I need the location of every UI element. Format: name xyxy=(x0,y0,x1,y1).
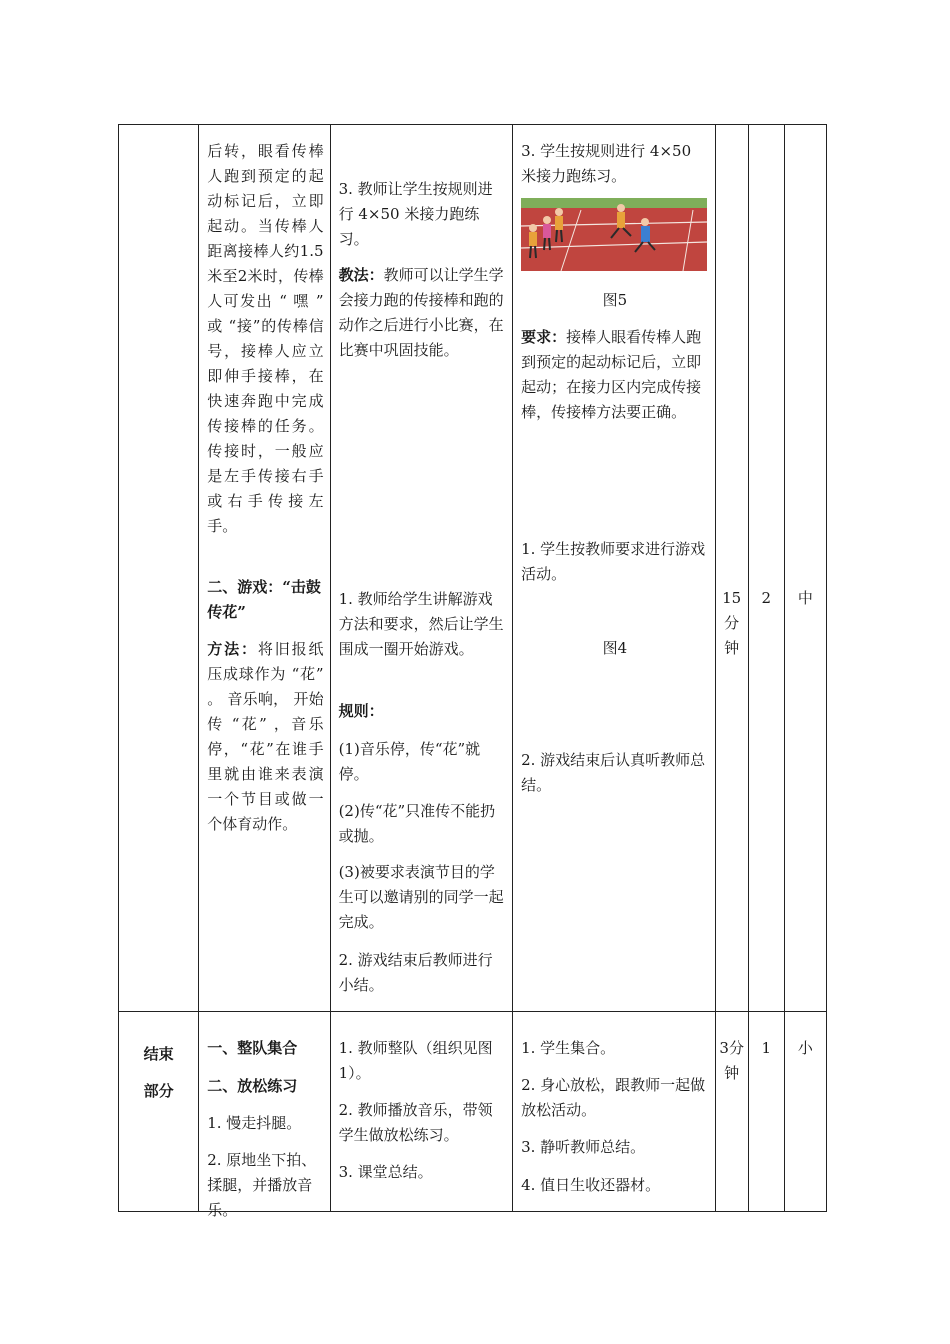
time-cell xyxy=(715,125,748,1012)
student-activity-cell xyxy=(513,125,716,1012)
teacher-game-explain: 1. 教师给学生讲解游戏方法和要求，然后让学生围成一圈开始游戏。 xyxy=(338,590,504,658)
table-row-ending xyxy=(119,1012,827,1212)
time-cell-ending xyxy=(715,1012,748,1212)
game-method xyxy=(207,637,323,837)
ending-relax-2: 2. 原地坐下拍、揉腿，并播放音乐。 xyxy=(207,1151,317,1219)
intensity-value: 中 xyxy=(797,589,813,607)
requirement-label: 要求： xyxy=(521,328,567,346)
times-cell-ending xyxy=(748,1012,784,1212)
teacher-activity-cell-ending xyxy=(330,1012,513,1212)
student-relay-practice: 3. 学生按规则进行 4×50 米接力跑练习。 xyxy=(521,142,692,185)
time-value: 15分钟 xyxy=(722,589,742,657)
intensity-cell xyxy=(784,125,826,1012)
ending-relax-title: 二、放松练习 xyxy=(207,1077,298,1095)
method-text: 将旧报纸压成球作为 “花” 。 音乐响， 开始传 “花” ，音乐停，“花”在谁手里就由谁来表演一个节目或做一个体育动作。 xyxy=(207,640,324,833)
ending-student-1: 1. 学生集合。 xyxy=(521,1039,616,1057)
relay-description: 后转，眼看传棒人跑到预定的起动标记后，立即起动。当传棒人距离接棒人约1.5米至2米时，传棒人可发出 “ 嘿 ” 或 “接”的传棒信号，接棒人应立即伸手接棒，在快速奔跑中完成传接棒的任务。传接时，一般应是左手传接右手或右手传接左手。 xyxy=(207,142,324,535)
figure-4-caption: 图4 xyxy=(602,639,628,657)
ending-part-label: 结束部分 xyxy=(143,1045,174,1100)
part-cell-empty xyxy=(119,125,199,1012)
teacher-relay-instruction: 3. 教师让学生按规则进行 4×50 米接力跑练习。 xyxy=(338,180,493,248)
teaching-method-text: 教师可以让学生学会接力跑的传接棒和跑的动作之后进行小比赛，在比赛中巩固技能。 xyxy=(338,266,504,359)
teaching-method xyxy=(339,263,507,363)
rule-2: (2)传“花”只准传不能扔或抛。 xyxy=(338,802,496,845)
rule-3: (3)被要求表演节目的学生可以邀请别的同学一起完成。 xyxy=(338,863,504,931)
student-game-activity: 1. 学生按教师要求进行游戏活动。 xyxy=(521,540,706,583)
ending-student-2: 2. 身心放松，跟教师一起做放松活动。 xyxy=(521,1076,706,1119)
rule-1: (1)音乐停，传“花”就停。 xyxy=(338,740,481,783)
student-requirement xyxy=(521,325,709,425)
ending-time-value: 3分钟 xyxy=(719,1039,744,1082)
content-cell-ending xyxy=(199,1012,330,1219)
ending-teacher-2: 2. 教师播放音乐，带领学生做放松练习。 xyxy=(338,1101,493,1144)
ending-teacher-1: 1. 教师整队（组织见图1）。 xyxy=(338,1039,493,1082)
student-activity-cell-ending xyxy=(513,1012,716,1212)
ending-student-4: 4. 值日生收还器材。 xyxy=(521,1176,661,1194)
table-row-basic-continued xyxy=(119,125,827,1012)
part-cell-ending xyxy=(119,1012,199,1212)
lesson-plan-table xyxy=(118,124,827,1219)
ending-student-3: 3. 静听教师总结。 xyxy=(521,1138,646,1156)
times-value: 2 xyxy=(761,589,772,607)
teacher-game-summary: 2. 游戏结束后教师进行小结。 xyxy=(338,951,493,994)
ending-gather: 一、整队集合 xyxy=(207,1039,298,1057)
ending-relax-1: 1. 慢走抖腿。 xyxy=(207,1114,302,1132)
ending-intensity-value: 小 xyxy=(797,1039,813,1057)
figure-5-caption: 图5 xyxy=(602,291,628,309)
times-cell xyxy=(748,125,784,1012)
teacher-activity-cell xyxy=(330,125,513,1012)
requirement-text: 接棒人眼看传棒人跑到预定的起动标记后，立即起动；在接力区内完成传接棒，传接棒方法要正确。 xyxy=(521,328,702,421)
rules-label: 规则： xyxy=(338,702,384,720)
student-listen-summary: 2. 游戏结束后认真听教师总结。 xyxy=(521,751,706,794)
method-label: 方法： xyxy=(207,640,258,658)
relay-race-illustration xyxy=(521,198,707,271)
content-cell xyxy=(199,125,330,1012)
intensity-cell-ending xyxy=(784,1012,826,1212)
game-title: 二、游戏：“击鼓传花” xyxy=(207,578,321,621)
ending-teacher-3: 3. 课堂总结。 xyxy=(338,1163,433,1181)
ending-times-value: 1 xyxy=(761,1039,772,1057)
teaching-method-label: 教法： xyxy=(338,266,384,284)
